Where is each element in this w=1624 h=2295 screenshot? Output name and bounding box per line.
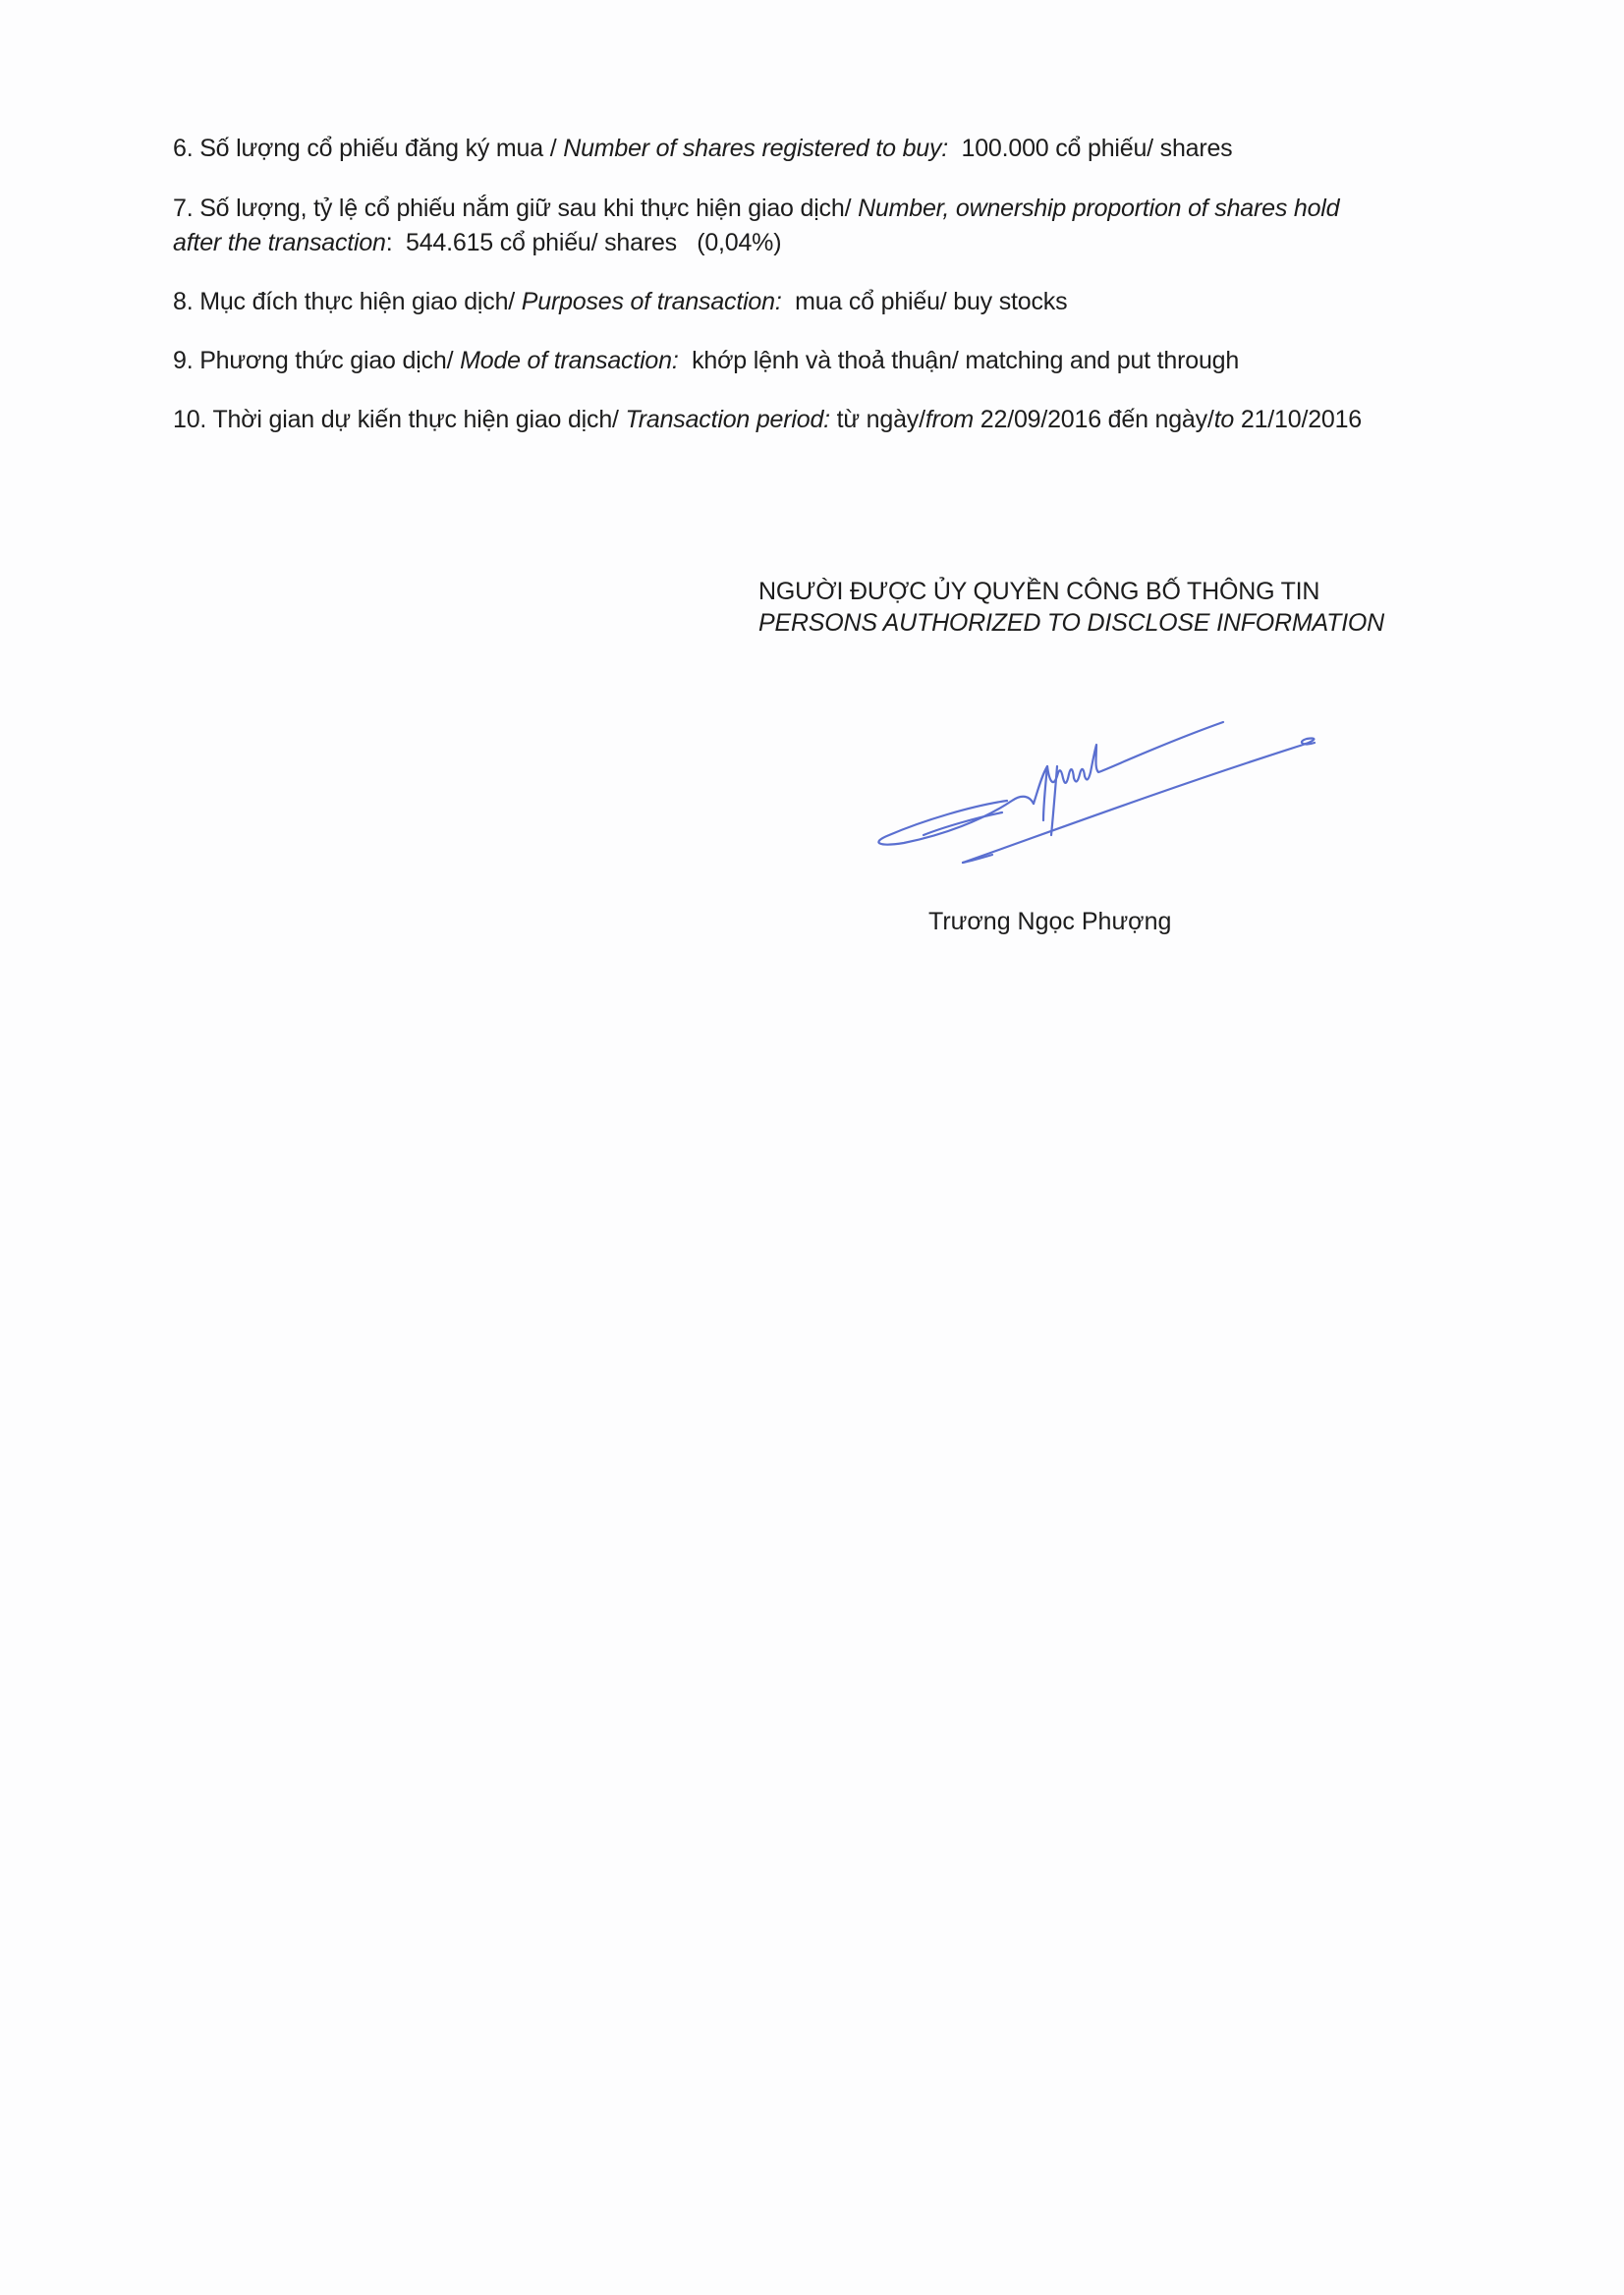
item-label-vi: Số lượng cổ phiếu đăng ký mua /: [199, 135, 564, 162]
item-value: 100.000 cổ phiếu/ shares: [948, 135, 1233, 162]
item-number: 6.: [173, 135, 194, 162]
signer-name: Trương Ngọc Phượng: [928, 908, 1172, 935]
handwritten-signature-icon: [865, 698, 1336, 884]
item-8-purpose: [173, 285, 1067, 319]
period-from-label: từ ngày/: [829, 406, 925, 433]
item-label-vi: Phương thức giao dịch/: [199, 347, 461, 374]
item-label-en: Mode of transaction:: [460, 347, 679, 374]
signature-title-vi: NGƯỜI ĐƯỢC ỦY QUYỀN CÔNG BỐ THÔNG TIN: [758, 578, 1320, 605]
item-value: khớp lệnh và thoả thuận/ matching and put through: [678, 347, 1240, 374]
item-value: : 544.615 cổ phiếu/ shares (0,04%): [385, 229, 782, 256]
period-to-en: to: [1213, 406, 1235, 433]
item-label-en: Purposes of transaction:: [521, 288, 782, 315]
item-label-en: Transaction period:: [625, 406, 830, 433]
item-7-ownership-after: [173, 192, 1339, 260]
period-from-date: 22/09/2016 đến ngày/: [974, 406, 1214, 433]
item-label-en: Number, ownership proportion of shares hold: [858, 195, 1340, 222]
item-number: 9.: [173, 347, 194, 374]
item-10-period: [173, 403, 1362, 437]
item-number: 8.: [173, 288, 194, 315]
signature-block: [758, 576, 1384, 639]
item-label-en: Number of shares registered to buy:: [563, 135, 949, 162]
period-from-en: from: [924, 406, 975, 433]
item-label-vi: Mục đích thực hiện giao dịch/: [199, 288, 522, 315]
item-9-mode: [173, 344, 1239, 378]
item-number: 10.: [173, 406, 207, 433]
item-6-shares-registered: [173, 132, 1233, 166]
item-number: 7.: [173, 195, 194, 222]
item-label-en-cont: after the transaction: [173, 229, 386, 256]
item-label-vi: Số lượng, tỷ lệ cổ phiếu nắm giữ sau khi thực hiện giao dịch/: [199, 195, 859, 222]
signature-title-en: PERSONS AUTHORIZED TO DISCLOSE INFORMATION: [758, 609, 1385, 637]
item-label-vi: Thời gian dự kiến thực hiện giao dịch/: [212, 406, 626, 433]
period-to-date: 21/10/2016: [1234, 406, 1363, 433]
item-value: mua cổ phiếu/ buy stocks: [781, 288, 1068, 315]
